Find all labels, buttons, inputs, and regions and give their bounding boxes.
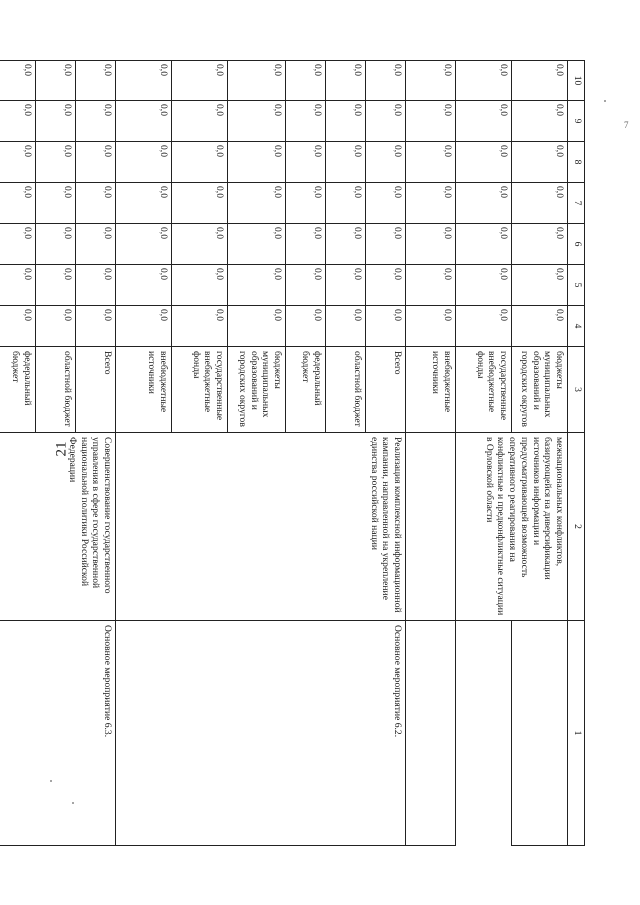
value-cell: 0,0 bbox=[456, 101, 512, 142]
rotated-table-wrapper bbox=[10, 60, 585, 845]
value-cell: 0,0 bbox=[0, 306, 36, 347]
column-number-2: 2 bbox=[568, 433, 585, 621]
value-cell: 0,0 bbox=[116, 142, 172, 183]
value-cell: 0,0 bbox=[76, 265, 116, 306]
measure-name-cell: Основное мероприятие 6.2. bbox=[116, 621, 406, 846]
value-cell: 0,0 bbox=[366, 224, 406, 265]
measure-name-cell bbox=[512, 621, 568, 846]
value-cell: 0,0 bbox=[406, 265, 456, 306]
source-cell: бюджеты муниципальных образований и городских округов bbox=[228, 347, 286, 433]
column-number-1: 1 bbox=[568, 621, 585, 846]
margin-mark: 7 bbox=[624, 120, 629, 130]
measure-name-cell: Основное мероприятие 6.3. bbox=[0, 621, 116, 846]
value-cell: 0,0 bbox=[0, 142, 36, 183]
source-cell: бюджеты муниципальных образований и городских округов bbox=[512, 347, 568, 433]
table-row bbox=[366, 61, 406, 846]
value-cell: 0,0 bbox=[228, 265, 286, 306]
value-cell: 0,0 bbox=[366, 265, 406, 306]
page-number: 21 bbox=[53, 441, 70, 457]
value-cell: 0,0 bbox=[76, 183, 116, 224]
source-cell: государственные внебюджетные фонды bbox=[172, 347, 228, 433]
value-cell: 0,0 bbox=[76, 306, 116, 347]
value-cell: 0,0 bbox=[36, 61, 76, 101]
value-cell: 0,0 bbox=[286, 101, 326, 142]
value-cell: 0,0 bbox=[326, 142, 366, 183]
value-cell: 0,0 bbox=[406, 224, 456, 265]
value-cell: 0,0 bbox=[36, 306, 76, 347]
value-cell: 0,0 bbox=[456, 224, 512, 265]
value-cell: 0,0 bbox=[326, 101, 366, 142]
column-number-4: 4 bbox=[568, 306, 585, 347]
value-cell: 0,0 bbox=[116, 265, 172, 306]
value-cell: 0,0 bbox=[76, 142, 116, 183]
table-row bbox=[406, 61, 456, 846]
value-cell: 0,0 bbox=[286, 61, 326, 101]
value-cell: 0,0 bbox=[406, 142, 456, 183]
scan-speck bbox=[604, 100, 606, 102]
value-cell: 0,0 bbox=[0, 101, 36, 142]
value-cell: 0,0 bbox=[228, 142, 286, 183]
value-cell: 0,0 bbox=[512, 142, 568, 183]
value-cell: 0,0 bbox=[456, 265, 512, 306]
value-cell: 0,0 bbox=[366, 306, 406, 347]
value-cell: 0,0 bbox=[326, 183, 366, 224]
value-cell: 0,0 bbox=[286, 265, 326, 306]
source-cell: государственные внебюджетные фонды bbox=[456, 347, 512, 433]
value-cell: 0,0 bbox=[326, 265, 366, 306]
table-row bbox=[512, 61, 568, 846]
value-cell: 0,0 bbox=[228, 183, 286, 224]
value-cell: 0,0 bbox=[36, 183, 76, 224]
column-number-10: 10 bbox=[568, 61, 585, 101]
value-cell: 0,0 bbox=[0, 224, 36, 265]
table-header-row bbox=[568, 61, 585, 846]
value-cell: 0,0 bbox=[36, 265, 76, 306]
value-cell: 0,0 bbox=[286, 183, 326, 224]
value-cell: 0,0 bbox=[456, 306, 512, 347]
value-cell: 0,0 bbox=[406, 101, 456, 142]
value-cell: 0,0 bbox=[512, 183, 568, 224]
value-cell: 0,0 bbox=[228, 306, 286, 347]
value-cell: 0,0 bbox=[326, 61, 366, 101]
value-cell: 0,0 bbox=[36, 224, 76, 265]
value-cell: 0,0 bbox=[172, 142, 228, 183]
value-cell: 0,0 bbox=[172, 183, 228, 224]
measure-description-cell: Совершенствование государственного управления в сфере государственной национальной политики Российской Федерации bbox=[0, 433, 116, 621]
value-cell: 0,0 bbox=[456, 142, 512, 183]
value-cell: 0,0 bbox=[0, 265, 36, 306]
value-cell: 0,0 bbox=[512, 101, 568, 142]
source-cell: внебюджетные источники bbox=[406, 347, 456, 433]
source-cell: областной бюджет bbox=[326, 347, 366, 433]
value-cell: 0,0 bbox=[36, 101, 76, 142]
measure-name-cell bbox=[406, 621, 456, 846]
value-cell: 0,0 bbox=[116, 61, 172, 101]
column-number-7: 7 bbox=[568, 183, 585, 224]
value-cell: 0,0 bbox=[366, 61, 406, 101]
value-cell: 0,0 bbox=[326, 306, 366, 347]
column-number-9: 9 bbox=[568, 101, 585, 142]
value-cell: 0,0 bbox=[116, 224, 172, 265]
value-cell: 0,0 bbox=[366, 183, 406, 224]
source-cell: внебюджетные источники bbox=[116, 347, 172, 433]
value-cell: 0,0 bbox=[0, 183, 36, 224]
measure-description-cell bbox=[406, 433, 456, 621]
value-cell: 0,0 bbox=[228, 224, 286, 265]
value-cell: 0,0 bbox=[456, 61, 512, 101]
value-cell: 0,0 bbox=[366, 142, 406, 183]
measure-description-cell: межнациональных конфликтов, базирующейся на диверсификации источников информации и предусматривающей возможность оперативного реагирования на конфликтные и предконфликтные ситуации в Орловской области bbox=[456, 433, 568, 621]
value-cell: 0,0 bbox=[512, 224, 568, 265]
value-cell: 0,0 bbox=[76, 61, 116, 101]
value-cell: 0,0 bbox=[286, 142, 326, 183]
source-cell: Всего bbox=[366, 347, 406, 433]
column-number-8: 8 bbox=[568, 142, 585, 183]
value-cell: 0,0 bbox=[326, 224, 366, 265]
value-cell: 0,0 bbox=[512, 265, 568, 306]
value-cell: 0,0 bbox=[286, 306, 326, 347]
table-row bbox=[76, 61, 116, 846]
source-cell: федеральный бюджет bbox=[286, 347, 326, 433]
value-cell: 0,0 bbox=[172, 265, 228, 306]
column-number-5: 5 bbox=[568, 265, 585, 306]
value-cell: 0,0 bbox=[512, 306, 568, 347]
value-cell: 0,0 bbox=[172, 61, 228, 101]
value-cell: 0,0 bbox=[172, 306, 228, 347]
source-cell: областной бюджет bbox=[36, 347, 76, 433]
source-cell: Всего bbox=[76, 347, 116, 433]
value-cell: 0,0 bbox=[36, 142, 76, 183]
column-number-3: 3 bbox=[568, 347, 585, 433]
value-cell: 0,0 bbox=[116, 101, 172, 142]
value-cell: 0,0 bbox=[456, 183, 512, 224]
value-cell: 0,0 bbox=[76, 224, 116, 265]
value-cell: 0,0 bbox=[406, 183, 456, 224]
value-cell: 0,0 bbox=[228, 101, 286, 142]
value-cell: 0,0 bbox=[406, 61, 456, 101]
value-cell: 0,0 bbox=[366, 101, 406, 142]
value-cell: 0,0 bbox=[172, 224, 228, 265]
value-cell: 0,0 bbox=[116, 306, 172, 347]
value-cell: 0,0 bbox=[228, 61, 286, 101]
value-cell: 0,0 bbox=[406, 306, 456, 347]
source-cell: федеральный бюджет bbox=[0, 347, 36, 433]
budget-table bbox=[0, 60, 585, 846]
value-cell: 0,0 bbox=[286, 224, 326, 265]
value-cell: 0,0 bbox=[116, 183, 172, 224]
value-cell: 0,0 bbox=[76, 101, 116, 142]
value-cell: 0,0 bbox=[0, 61, 36, 101]
value-cell: 0,0 bbox=[172, 101, 228, 142]
value-cell: 0,0 bbox=[512, 61, 568, 101]
column-number-6: 6 bbox=[568, 224, 585, 265]
measure-description-cell: Реализация комплексной информационной кампании, направленной на укрепление единства российской нации bbox=[116, 433, 406, 621]
